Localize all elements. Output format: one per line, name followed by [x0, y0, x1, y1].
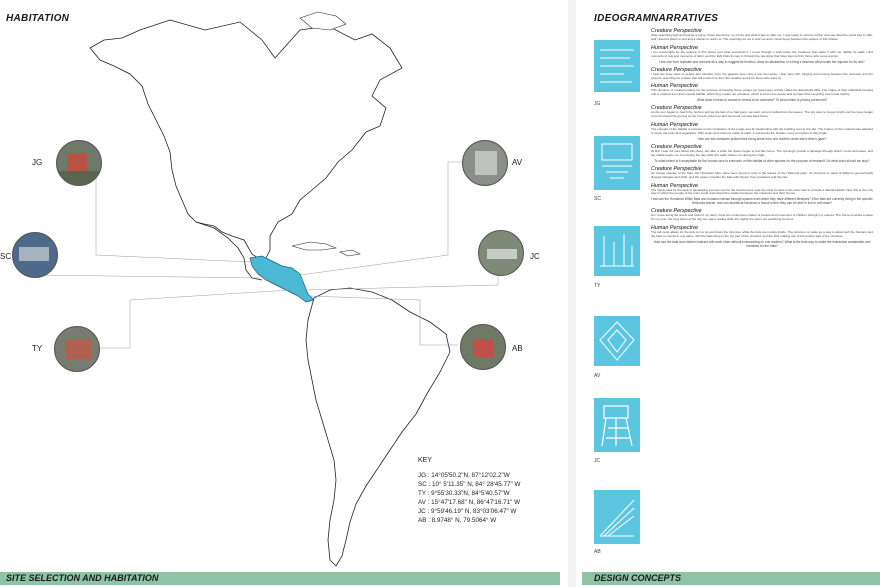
site-photo-ty	[54, 326, 100, 372]
key-title: KEY	[418, 457, 433, 464]
narrative-body: I hear the busy pace of people and vibration from the gigantic trees only a few feet away. I stay here still, clinging and moving between the structure and the ground, searching for a place that will protect me from the weather and from those who pass by.	[651, 71, 873, 80]
ideogram-label-av: AV	[594, 373, 601, 379]
habitation-footer-label: SITE SELECTION AND HABITATION	[6, 573, 159, 583]
ideogram-ab	[594, 490, 640, 544]
narrative-question: How can two creatures protect their living areas from one another under each other's gaze?	[697, 136, 827, 141]
site-photo-jg	[56, 140, 102, 186]
narrative-heading: Creature Perspective	[651, 143, 702, 150]
narrative-question: To what extent is it acceptable for the human race to encroach on the habitat of other species for the purpose of research? At what point should we stop?	[654, 158, 870, 163]
narrative-question: How can the Honduran White Bats and humans interact through spaces even when they have different lifestyles? If the bats are currently living in the specific Heliconia leaves, how can architects introduce a house where they can be able to live in with ease?	[651, 197, 873, 206]
narrative-body: I am responsible for the upkeep of this space and what surrounds it. I move through it and notice the creatures that share it with me. Within its walls I find moments of rest and moments of labor, and the light finds its way in through the openings that have been left for those who come and go.	[651, 49, 873, 58]
narratives-column	[651, 26, 873, 581]
narrative-block	[651, 122, 873, 141]
narrative-question: What does it mean to conserve versus to be observed? To what extent is privacy preserved?	[696, 98, 828, 103]
ideogram-label-ty: TY	[594, 283, 601, 289]
ideogram-title: IDEOGRAM	[594, 13, 652, 24]
narrative-heading: Creature Perspective	[651, 165, 702, 172]
site-photo-ab	[460, 324, 506, 370]
narrative-heading: Creature Perspective	[651, 28, 702, 34]
ideogram-ty	[594, 226, 640, 276]
narrative-body: This structure is created entirely for the purpose of housing those unique yet local types of bats called the Ectophylla Alba. The shape of their individual housing unit is inspired from their natural habitat, which they create out of leaves, which is a lot more dense and compact than anything else found nearby.	[651, 88, 873, 97]
narrative-heading: Creature Perspective	[651, 208, 702, 215]
caribbean-islands	[292, 242, 360, 256]
site-photo-av	[462, 140, 508, 186]
narrative-heading: Creature Perspective	[651, 66, 702, 73]
narrative-body: An unique species of the bats, the Honduran bats, have been found to nest in the leaves of the Heliconia plant. Its structure is made of different geometrically shaped triangles and folds, and the space provides the bats with shelter from predators and the rain.	[651, 170, 873, 179]
narrative-body: The tall ramp allows for the kids to run up and down the structure while the bats are resting inside. The structure is made as a way to allow both the humans and the bats to coexist in one place, with the bats living in the top part of the structure and the kids making use of the bottom part of the structure.	[651, 230, 873, 239]
narrative-body: As the sun began to reach the horizon and as the last of us had gone, we went out and settled into the leaves. The sky was no longer bright and the trees began to bend toward the ground as the breeze picked up and we found our way back home.	[651, 110, 873, 119]
narrative-heading: Human Perspective	[651, 122, 699, 129]
key-row: JG : 14°05'50.2"N, 87°12'02.2"W	[418, 472, 510, 479]
narrative-body: At first I was not sure about this place, but after a while the space began to feel like home. The openings provide a passage through which I enter and leave, and the shade keeps me cool during the day while the walls shelter me during the night.	[651, 148, 873, 157]
narrative-block	[651, 45, 873, 64]
northern-islands	[300, 12, 346, 30]
connector-ty	[96, 290, 290, 348]
narrative-block	[651, 166, 873, 180]
key-row: SC : 10° 5'11.35" N, 84° 28'45.77" W	[418, 481, 521, 488]
site-label-av: AV	[512, 158, 523, 167]
key-row: AV : 15°47'17.68" N, 86°47'16.71" W	[418, 499, 521, 506]
narrative-block	[651, 67, 873, 81]
site-label-jg: JG	[32, 158, 43, 167]
narrative-block	[651, 83, 873, 102]
narrative-block	[651, 28, 873, 42]
panel-divider	[568, 0, 576, 587]
narrative-block	[651, 105, 873, 119]
narrative-heading: Human Perspective	[651, 182, 699, 189]
narrative-question: How can the bats and children interact with each other without encroaching on one another? What is the best way to make the interaction sustainable and harmless for the bats?	[653, 239, 871, 248]
key-row: AB : 8.9748° N, 79.5064° W	[418, 517, 497, 524]
ideogram-av	[594, 316, 640, 366]
site-label-jc: JC	[530, 252, 540, 261]
design-concepts-footer-label: DESIGN CONCEPTS	[594, 573, 682, 583]
narrative-body: As I move along the levels and folds of my ramp I hear the continuous chatter of people and movement of children through my spaces. The home provides a place for my nest, the long hours of the day are spent resting while the nights are spent out searching for food.	[651, 213, 873, 222]
narrative-body: After searching high and low for a home I have found one, my home and what it has to offer me. I was ready to venture further and see what the world has to offer, and I found a place to rest and a shelter to return to. The openings let me in and out and I move freely between the spaces of this shelter.	[651, 33, 873, 41]
narrative-block	[651, 208, 873, 222]
ideogram-sc	[594, 136, 640, 190]
narrative-block	[651, 225, 873, 248]
connector-sc	[35, 255, 260, 278]
connector-jc	[305, 260, 498, 290]
north-america-landmass	[90, 20, 402, 262]
ideogram-jc	[594, 398, 640, 452]
narrative-question: How can form replicate and reinvent as a way to suggest its function, draw an abstraction of a thing's essence still provide the impulse for its use?	[659, 59, 865, 64]
narrative-heading: Human Perspective	[651, 44, 699, 51]
site-photo-jc	[478, 230, 524, 276]
site-label-ab: AB	[512, 344, 523, 353]
site-photo-sc	[12, 232, 58, 278]
ideogram-jg	[594, 40, 640, 92]
narrative-body: The whole idea for the idea of developing a house next to the local houses near the other houses in the town was to provide a natural habitat. Now this is the only way in which the people of the town could understand the relation between the creatures and their homes.	[651, 187, 873, 196]
coordinates-key	[418, 456, 578, 525]
narrative-heading: Human Perspective	[651, 225, 699, 232]
ideogram-label-ab: AB	[594, 549, 601, 555]
narratives-title: NARRATIVES	[651, 13, 719, 24]
ideogram-label-jc: JC	[594, 458, 601, 464]
narrative-heading: Creature Perspective	[651, 105, 702, 112]
narrative-block	[651, 144, 873, 163]
key-row: JC : 9°59'46.19" N, 83°03'06.47" W	[418, 508, 517, 515]
narrative-body: The concept of the habitat is focused on the incubation of the jungle and its relationship with the building next to the site. The bottom of the material was adapted to serve the roots and vegetation. With levels and columns made of earth, it represents the bushes, trees and grass in this jungle.	[651, 127, 873, 135]
narrative-block	[651, 183, 873, 206]
site-label-sc: SC	[0, 252, 12, 261]
ideogram-label-sc: SC	[594, 196, 601, 202]
site-label-ty: TY	[32, 344, 43, 353]
key-row: TY : 9°55'30.33"N, 84°5'40.57"W	[418, 490, 510, 497]
ideogram-label-jg: JG	[594, 101, 601, 107]
narrative-heading: Human Perspective	[651, 83, 699, 90]
habitation-title: HABITATION	[6, 13, 70, 24]
